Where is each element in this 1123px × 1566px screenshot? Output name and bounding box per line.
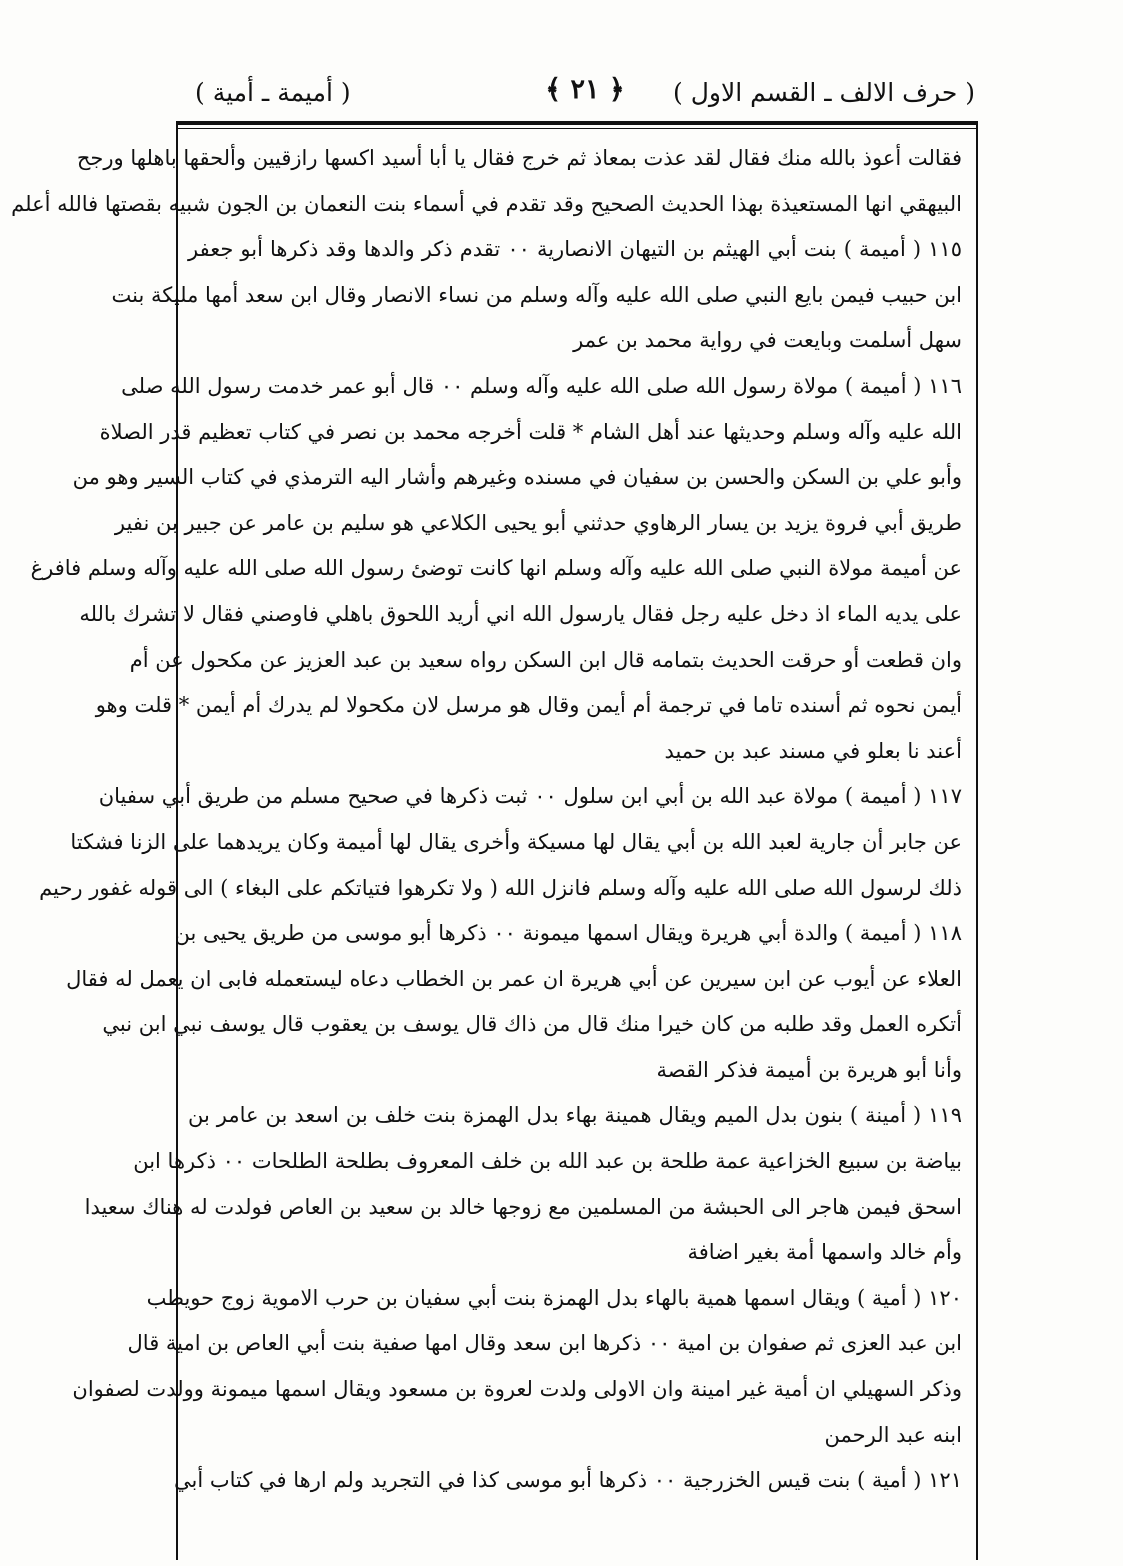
text-line: وأبو علي بن السكن والحسن بن سفيان في مسنده وغيرهم وأشار اليه الترمذي في كتاب السير وهو من [72,465,962,490]
text-line: ابنه عبد الرحمن [824,1422,962,1447]
text-line: أعند نا بعلو في مسند عبد بن حميد [664,738,962,763]
text-line: على يديه الماء اذ دخل عليه رجل فقال يارسول الله اني أريد اللحوق باهلي فاوصني فقال لا تشرك بالله [79,601,962,626]
text-line: ابن حبيب فيمن بايع النبي صلى الله عليه وآله وسلم من نساء الانصار وقال ابن سعد أمها مليكة بنت [111,282,962,307]
text-line: عن أميمة مولاة النبي صلى الله عليه وآله وسلم انها كانت توضئ رسول الله صلى الله عليه وآله وسلم فافرغ [30,556,962,581]
text-line: سهل أسلمت وبايعت في رواية محمد بن عمر [573,328,962,353]
text-line: ١١٥ ( أميمة ) بنت أبي الهيثم بن التيهان الانصارية ٠٠ تقدم ذكر والدها وقد ذكرها أبو جعفر [188,237,962,262]
header-section-title: ( حرف الالف ـ القسم الاول ) [673,78,975,107]
text-line: أتكره العمل وقد طلبه من كان خيرا منك قال من ذاك قال يوسف بن يعقوب قال يوسف نبي ابن نبي [102,1012,962,1037]
header-entry-range: ( أميمة ـ أمية ) [195,78,351,107]
running-header [195,74,975,118]
text-line: ١١٧ ( أميمة ) مولاة عبد الله بن أبي ابن سلول ٠٠ ثبت ذكرها في صحيح مسلم من طريق أبي سفيان [98,784,962,809]
text-line: الله عليه وآله وسلم وحديثها عند أهل الشام * قلت أخرجه محمد بن نصر في كتاب تعظيم قدر الصلاة [99,419,962,444]
text-line: ١١٩ ( أمينة ) بنون بدل الميم ويقال همينة بهاء بدل الهمزة بنت خلف بن اسعد بن عامر بن [188,1103,962,1128]
text-line: وأم خالد واسمها أمة بغير اضافة [687,1240,962,1265]
page-body [11,136,962,1504]
text-line: طريق أبي فروة يزيد بن يسار الرهاوي حدثني أبو يحيى الكلاعي هو سليم بن عامر عن جبير بن نفير [114,510,962,535]
text-line: ١١٦ ( أميمة ) مولاة رسول الله صلى الله عليه وآله وسلم ٠٠ قال أبو عمر خدمت رسول الله صلى [121,373,962,398]
text-line: بياضة بن سبيع الخزاعية عمة طلحة بن عبد الله بن خلف المعروف بطلحة الطلحات ٠٠ ذكرها ابن [133,1149,962,1174]
text-line: وذكر السهيلي ان أمية غير امينة وان الاولى ولدت لعروة بن مسعود ويقال اسمها ميمونة وولدت لصفوان [72,1377,962,1402]
text-line: ذلك لرسول الله صلى الله عليه وآله وسلم فانزل الله ( ولا تكرهوا فتياتكم على البغاء ) الى قوله غفور رحيم [39,875,962,900]
text-line: ١٢٠ ( أمية ) ويقال اسمها همية بالهاء بدل الهمزة بنت أبي سفيان بن حرب الاموية زوج حويطب [146,1285,962,1310]
text-line: أيمن نحوه ثم أسنده تاما في ترجمة أم أيمن وقال هو مرسل لان مكحولا لم يدرك أم أيمن * قلت وهو [95,693,962,718]
text-line: عن جابر أن جارية لعبد الله بن أبي يقال لها مسيكة وأخرى يقال لها أميمة وكان يريدهما على الزنا فشكتا [70,829,962,854]
text-line: ابن عبد العزى ثم صفوان بن امية ٠٠ ذكرها ابن سعد وقال امها صفية بنت أبي العاص بن امية قال [127,1331,962,1356]
text-line: ١٢١ ( أمية ) بنت قيس الخزرجية ٠٠ ذكرها أبو موسى كذا في التجريد ولم ارها في كتاب أبي [174,1468,962,1493]
text-line: وأنا أبو هريرة بن أميمة فذكر القصة [656,1057,962,1082]
text-line: اسحق فيمن هاجر الى الحبشة من المسلمين مع زوجها خالد بن سعيد بن العاص فولدت له هناك سعيدا [84,1194,962,1219]
text-line: فقالت أعوذ بالله منك فقال لقد عذت بمعاذ ثم خرج فقال يا أبا أسيد اكسها رازقيين وألحقها باهلها ورجح [76,146,962,170]
text-line: ١١٨ ( أميمة ) والدة أبي هريرة ويقال اسمها ميمونة ٠٠ ذكرها أبو موسى من طريق يحيى بن [174,921,962,946]
text-line: العلاء عن أيوب عن ابن سيرين عن أبي هريرة ان عمر بن الخطاب دعاه ليستعمله فابى ان يعمل له فقال [66,966,962,991]
text-line: وان قطعت أو حرقت الحديث بتمامه قال ابن السكن رواه سعيد بن عبد العزيز عن مكحول عن أم [129,647,962,672]
page-number: ﴿ ٢١ ﴾ [545,74,625,105]
text-line: البيهقي انها المستعيذة بهذا الحديث الصحيح وقد تقدم في أسماء بنت النعمان بن الجون شبيه بقصتها فالله أعلم [11,191,962,216]
